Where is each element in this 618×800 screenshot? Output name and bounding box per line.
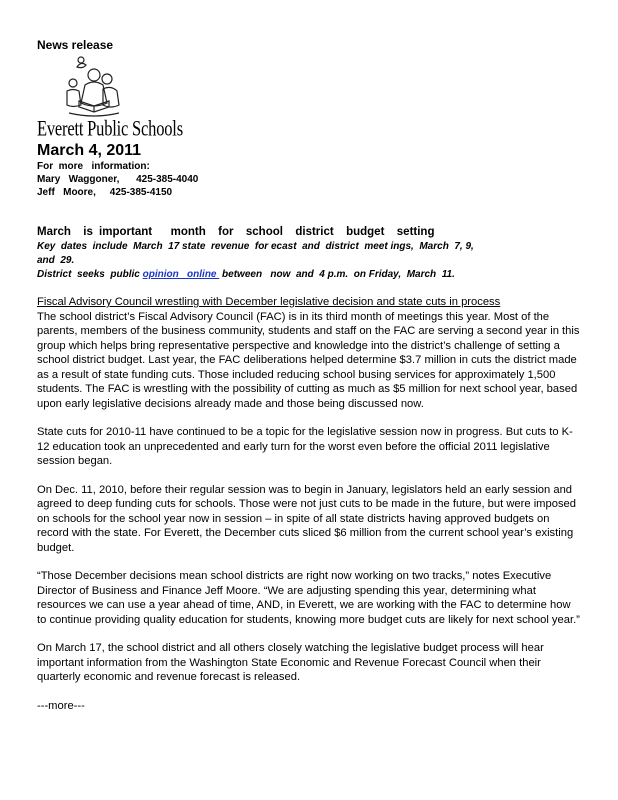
subhead-line3-pre: District seeks public — [37, 269, 143, 280]
paragraph-4: “Those December decisions mean school districts are right now working on two tracks,” notes Executive Director of Business and Finance Jeff Moore. “We are adjusting spending this year, determining what resources we can use a year ahead of time, AND, in Everett, we are working with the FAC to determine how to continue providing quality education for students, knowing more budget cuts are likely for next school year.” — [37, 570, 580, 626]
news-release-label: News release — [37, 38, 114, 52]
subhead-line2: and 29. — [37, 255, 75, 266]
contact-jeff: Jeff Moore, 425-385-4150 — [37, 187, 173, 198]
subhead — [37, 240, 542, 282]
subhead-line3 — [37, 268, 542, 282]
more-indicator: ---more--- — [37, 699, 85, 712]
subhead-line3-post: between now and 4 p.m. on Friday, March 11. — [219, 269, 455, 280]
paragraph-3: On Dec. 11, 2010, before their regular session was to begin in January, legislators held an early session and agreed to deep funding cuts for schools. Those were not just cuts to be made in the future, but were imposed on schools for the school year now in session – in spite of all state districts having approved budgets on record with the state. For Everett, the December cuts sliced $6 million from the current school year’s existing budget. — [37, 483, 576, 554]
paragraph-1: The school district’s Fiscal Advisory Council (FAC) is in its third month of meetings this year. Most of the parents, members of the business community, students and staff on the FAC are serving a second year in this group which helps bring representative perspective and knowledge into the district’s challenge of setting a school district budget. Last year, the FAC deliberations helped determine $3.7 million in cuts the district made as a result of state funding cuts. Those included reducing school busing services for approximately 1,500 students. The FAC is wrestling with the possibility of cutting as much as $5 million for next school year, based upon early legislative decisions already made and those being discussed now. — [37, 310, 580, 410]
contact-block — [37, 160, 198, 199]
subhead-line1: Key dates include March 17 state revenue for ecast and district meet ings, March 7, 9, — [37, 241, 474, 252]
contact-mary: Mary Waggoner, 425-385-4040 — [37, 174, 199, 185]
district-logo — [37, 55, 183, 141]
section-title: Fiscal Advisory Council wrestling with December legislative decision and state cuts in process — [37, 296, 501, 308]
release-date: March 4, 2011 — [37, 142, 142, 159]
paragraph-2: State cuts for 2010-11 have continued to be a topic for the legislative session now in progress. But cuts to K-12 education took an unprecedented and early turn for the worst even before the official 2011 legislative session began. — [37, 426, 573, 467]
logo-name: Everett Public Schools — [37, 115, 183, 141]
children-reading-icon — [59, 55, 129, 117]
contact-heading: For more information: — [37, 161, 150, 172]
paragraph-5: On March 17, the school district and all others closely watching the legislative budget process will hear important information from the Washington State Economic and Revenue Forecast Council when their quarterly economic and revenue forecast is released. — [37, 642, 544, 683]
headline: March is important month for school district budget setting — [37, 226, 435, 238]
opinion-online-link[interactable]: opinion online — [142, 269, 220, 280]
article-body — [37, 295, 582, 727]
